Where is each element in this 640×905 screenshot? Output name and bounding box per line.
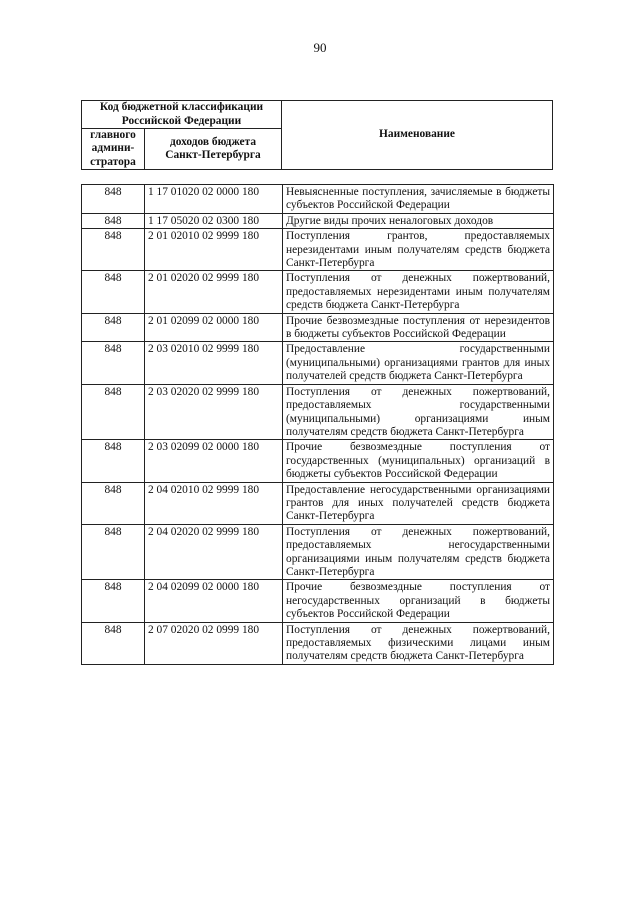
table-row bbox=[82, 384, 554, 440]
income-code-cell: 2 01 02010 02 9999 180 bbox=[145, 229, 283, 271]
name-cell: Предоставление негосударственными организациями грантов для иных получателей средств бюджета Санкт-Петербурга bbox=[283, 482, 554, 524]
name-cell: Поступления от денежных пожертвований, предоставляемых негосударственными организациями иным получателям средств бюджета Санкт-Петербурга bbox=[283, 524, 554, 580]
income-code-cell: 2 01 02020 02 9999 180 bbox=[145, 271, 283, 313]
classification-title-line2: Российской Федерации bbox=[121, 114, 242, 127]
name-cell: Поступления от денежных пожертвований, предоставляемых физическими лицами иным получателям средств бюджета Санкт-Петербурга bbox=[283, 622, 554, 664]
income-code-cell: 2 07 02020 02 0999 180 bbox=[145, 622, 283, 664]
income-code-cell: 2 04 02020 02 9999 180 bbox=[145, 524, 283, 580]
income-code-cell: 1 17 01020 02 0000 180 bbox=[145, 185, 283, 214]
table-row bbox=[82, 482, 554, 524]
income-column-header bbox=[145, 129, 282, 170]
name-cell: Предоставление государственными (муниципальными) организациями грантов для иных получателей средств бюджета Санкт-Петербурга bbox=[283, 342, 554, 384]
name-cell: Невыясненные поступления, зачисляемые в бюджеты субъектов Российской Федерации bbox=[283, 185, 554, 214]
name-cell: Поступления от денежных пожертвований, предоставляемых нерезидентами иным получателям средств бюджета Санкт-Петербурга bbox=[283, 271, 554, 313]
classification-title-line1: Код бюджетной классификации bbox=[99, 101, 264, 114]
admin-code-cell: 848 bbox=[82, 524, 145, 580]
admin-code-cell: 848 bbox=[82, 622, 145, 664]
admin-column-header bbox=[82, 129, 145, 170]
name-cell: Другие виды прочих неналоговых доходов bbox=[283, 213, 554, 228]
admin-header-line2: админи- bbox=[91, 142, 135, 155]
table-row bbox=[82, 213, 554, 228]
admin-code-cell: 848 bbox=[82, 342, 145, 384]
name-cell: Поступления от денежных пожертвований, предоставляемых государственными (муниципальными) организациями иным получателям средств бюджета Санкт-Петербурга bbox=[283, 384, 554, 440]
income-code-cell: 2 01 02099 02 0000 180 bbox=[145, 313, 283, 342]
income-code-cell: 2 03 02020 02 9999 180 bbox=[145, 384, 283, 440]
income-header-line1: доходов бюджета bbox=[169, 135, 257, 148]
admin-code-cell: 848 bbox=[82, 185, 145, 214]
income-header-line2: Санкт-Петербурга bbox=[165, 149, 261, 162]
table-row bbox=[82, 440, 554, 482]
admin-code-cell: 848 bbox=[82, 213, 145, 228]
table-row bbox=[82, 313, 554, 342]
page-number: 90 bbox=[313, 40, 327, 55]
admin-code-cell: 848 bbox=[82, 229, 145, 271]
table-row bbox=[82, 622, 554, 664]
income-code-cell: 2 03 02010 02 9999 180 bbox=[145, 342, 283, 384]
admin-code-cell: 848 bbox=[82, 440, 145, 482]
admin-header-line1: главного bbox=[90, 129, 136, 141]
codes-table bbox=[81, 184, 554, 665]
table-row bbox=[82, 229, 554, 271]
name-cell: Прочие безвозмездные поступления от негосударственных организаций в бюджеты субъектов Российской Федерации bbox=[283, 580, 554, 622]
name-column-header: Наименование bbox=[282, 101, 553, 170]
admin-code-cell: 848 bbox=[82, 313, 145, 342]
table-row bbox=[82, 524, 554, 580]
classification-group-header bbox=[82, 101, 282, 129]
admin-header-line3: стратора bbox=[90, 155, 136, 168]
name-cell: Поступления грантов, предоставляемых нерезидентами иным получателям средств бюджета Санкт-Петербурга bbox=[283, 229, 554, 271]
admin-code-cell: 848 bbox=[82, 482, 145, 524]
table-row bbox=[82, 342, 554, 384]
name-cell: Прочие безвозмездные поступления от нерезидентов в бюджеты субъектов Российской Федерации bbox=[283, 313, 554, 342]
income-code-cell: 2 04 02099 02 0000 180 bbox=[145, 580, 283, 622]
admin-code-cell: 848 bbox=[82, 271, 145, 313]
name-cell: Прочие безвозмездные поступления от государственных (муниципальных) организаций в бюджеты субъектов Российской Федерации bbox=[283, 440, 554, 482]
income-code-cell: 2 04 02010 02 9999 180 bbox=[145, 482, 283, 524]
admin-code-cell: 848 bbox=[82, 384, 145, 440]
table-row bbox=[82, 580, 554, 622]
income-code-cell: 1 17 05020 02 0300 180 bbox=[145, 213, 283, 228]
income-code-cell: 2 03 02099 02 0000 180 bbox=[145, 440, 283, 482]
header-table bbox=[81, 100, 553, 170]
table-row bbox=[82, 271, 554, 313]
table-row bbox=[82, 185, 554, 214]
admin-code-cell: 848 bbox=[82, 580, 145, 622]
